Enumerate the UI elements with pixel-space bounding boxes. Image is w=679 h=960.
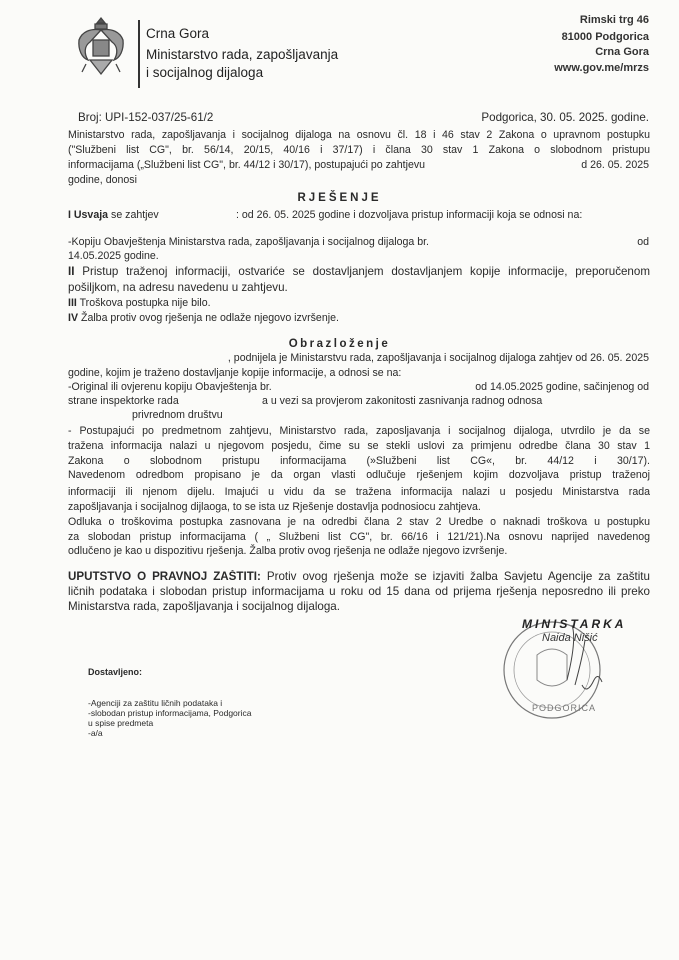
- reasoning-line: tražena informacija nalazi u njegovom posjedu, čime su se stekli uslovi za primjenu odredbe člana 30 stav 1: [68, 440, 650, 452]
- header-ministry-line2: i socijalnog dijaloga: [146, 65, 264, 80]
- delivered-item: u spise predmeta: [88, 718, 154, 728]
- decision-item-2-label: II: [68, 265, 75, 278]
- signatory-name: Naida Nišić: [542, 632, 598, 644]
- reasoning-line: -Original ili ovjerenu kopiju Obavještenja br.: [68, 381, 272, 393]
- header-divider: [138, 20, 140, 88]
- decision-item-3-label: III: [68, 297, 77, 309]
- intro-line: informacijama („Službeni list CG", br. 44/12 i 30/17), postupajući po zahtjevu: [68, 159, 426, 171]
- legal-remedy-text: Protiv ovog rješenja može se izjaviti žalba Savjetu Agencije za zaštitu: [266, 570, 650, 583]
- reasoning-title: Obrazloženje: [288, 338, 391, 350]
- decision-item-2-text: Pristup traženoj informaciji, ostvariće se dostavljanjem dostavljanjem kopije informacije, preporučenom: [82, 265, 650, 278]
- reasoning-line: strane inspektorke rada: [68, 395, 179, 407]
- decision-item-2-cont: pošiljkom, na adresu navedenu u zahtjevu.: [68, 281, 288, 294]
- signatory-title: MINISTARKA: [522, 617, 627, 631]
- decision-copy-line: -Kopiju Obavještenja Ministarstva rada, zapošljavanja i socijalnog dijaloga br.: [68, 236, 429, 248]
- address-street: Rimski trg 46: [579, 14, 649, 26]
- stamp-city-text: PODGORICA: [532, 703, 597, 713]
- reasoning-line: privrednom društvu: [132, 409, 223, 421]
- legal-remedy-line: Ministarstva rada, zapošljavanja i socijalnog dijaloga.: [68, 600, 340, 613]
- decision-copy-date: 14.05.2025 godine.: [68, 250, 159, 262]
- header-country: Crna Gora: [146, 26, 210, 41]
- coat-of-arms-logo: [76, 14, 126, 85]
- intro-line: godine, donosi: [68, 174, 137, 186]
- reasoning-line: , podnijela je Ministarstvu rada, zapošljavanja i socijalnog dijaloga zahtjev od 26. 05. 2025: [227, 352, 649, 364]
- intro-line-date: d 26. 05. 2025: [581, 159, 649, 171]
- address-city: 81000 Podgorica: [561, 31, 649, 43]
- decision-item-1-text-b: : od 26. 05. 2025 godine i dozvoljava pristup informaciji koja se odnosi na:: [236, 209, 583, 221]
- place-date: Podgorica, 30. 05. 2025. godine.: [481, 111, 649, 124]
- reasoning-line: odlučeno je kao u dispozitivu rješenja. Žalba protiv ovog rješenja ne odlaže njegovo izvršenje.: [68, 545, 508, 557]
- intro-line: Ministarstvo rada, zapošljavanja i socijalnog dijaloga na osnovu čl. 18 i 46 stav 2 Zakona o upravnom postupku: [68, 129, 650, 141]
- reasoning-line: Zakona o slobodnom pristupu informacijama (»Službeni list CG«, br. 44/12 i 30/17).: [68, 455, 650, 467]
- reasoning-line: godine, kojim je traženo dostavljanje kopije informacije, a odnosi se na:: [68, 367, 402, 379]
- decision-item-1-label: I Usvaja: [68, 209, 109, 221]
- decision-item-3-text: Troškova postupka nije bilo.: [79, 297, 211, 309]
- reasoning-line: Odluka o troškovima postupka zasnovana je na odredbi člana 2 stav 2 Uredbe o naknadi troškova u postupku: [68, 516, 650, 528]
- reasoning-line: a u vezi sa provjerom zakonitosti zasnivanja radnog odnosa: [262, 395, 543, 407]
- legal-remedy-label: UPUTSTVO O PRAVNOJ ZAŠTITI:: [68, 570, 261, 583]
- address-country: Crna Gora: [595, 46, 649, 58]
- decision-copy-od: od: [637, 236, 649, 248]
- reasoning-line: - Postupajući po predmetnom zahtjevu, Ministarstvo rada, zaposljavanja i socijalnog dijaloga, utvrdilo je da se: [68, 425, 650, 437]
- decision-item-4-label: IV: [68, 312, 79, 324]
- decision-item-3: [68, 297, 650, 310]
- legal-remedy-line: ličnih podataka i slobodan pristup informacijama u roku od 15 dana od prijema rješenja neposredno ili preko: [68, 585, 650, 598]
- legal-remedy-line: [68, 570, 650, 585]
- decision-item-4: [68, 312, 650, 325]
- decision-item-4-text: Žalba protiv ovog rješenja ne odlaže njegovo izvršenje.: [80, 312, 339, 324]
- reasoning-line: Navedenom odredbom propisano je da organ vlasti odlučuje rješenjem kojim dozvoljava pristup traženoj: [68, 469, 650, 481]
- intro-line: ("Službeni list CG", br. 56/14, 20/15, 40/16 i 37/17) i člana 30 stav 1 Zakona o slobodnom pristupu: [68, 144, 650, 156]
- delivered-label: Dostavljeno:: [88, 667, 143, 677]
- reasoning-line: od 14.05.2025 godine, sačinjenog od: [475, 381, 649, 393]
- decision-item-1-text-a: se zahtjev: [111, 209, 159, 221]
- reasoning-line: informaciji ili njenom dijelu. Imajući u vidu da se tražena informacija nalazi u posjedu Ministarstva rada: [68, 486, 650, 498]
- delivered-item: -slobodan pristup informacijama, Podgorica: [88, 708, 252, 718]
- address-website: www.gov.me/mrzs: [554, 62, 649, 74]
- delivered-item: -a/a: [88, 728, 103, 738]
- header-ministry-line1: Ministarstvo rada, zapošljavanja: [146, 47, 339, 62]
- reasoning-line: za slobodan pristup informacijama ( „ Službeni list CG", br. 66/16 i 121/21).Na osnovu naprijed navedenog: [68, 531, 650, 543]
- delivered-item: -Agenciji za zaštitu ličnih podataka i: [88, 698, 223, 708]
- reference-number: Broj: UPI-152-037/25-61/2: [78, 111, 214, 124]
- decision-title: RJEŠENJE: [297, 192, 382, 204]
- decision-item-2: [68, 265, 650, 280]
- reasoning-line: zapošljavanja i socijalnog dijlaoga, to se ista uz Rješenje dostavlja podnosiocu zahtjeva.: [68, 501, 481, 513]
